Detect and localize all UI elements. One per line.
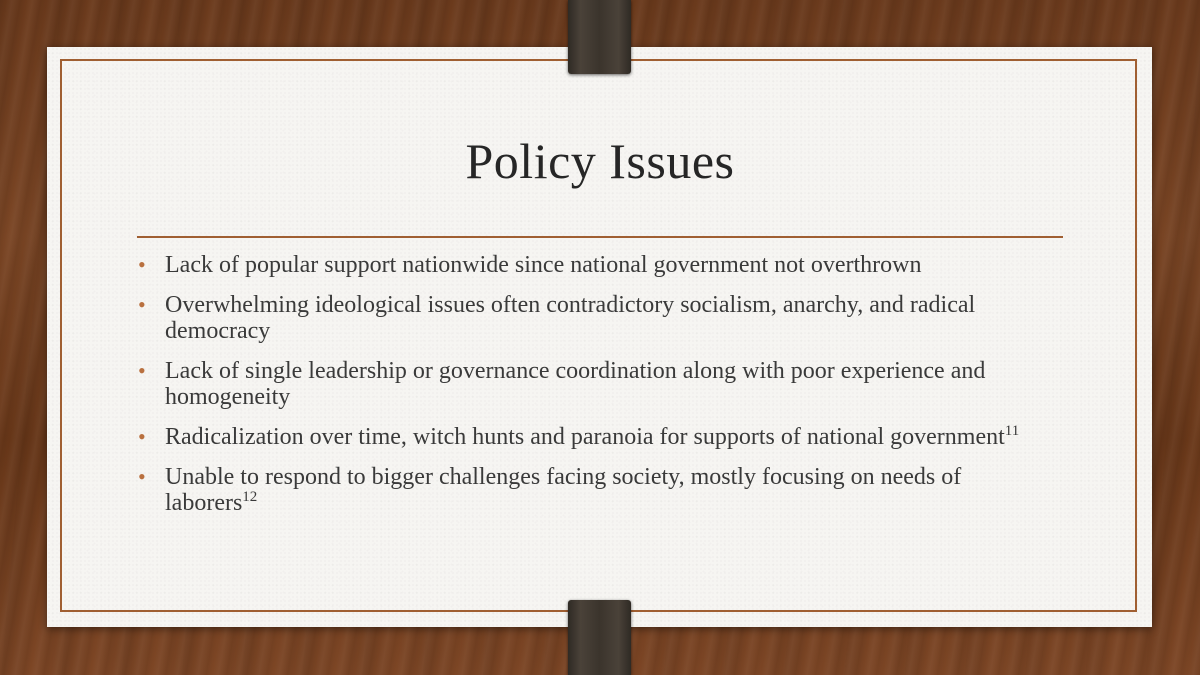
bullet-icon: • bbox=[138, 358, 146, 383]
bullet-text: Overwhelming ideological issues often contradictory socialism, anarchy, and radical democracy bbox=[165, 292, 976, 344]
bullet-item bbox=[138, 292, 1058, 344]
bullet-item bbox=[138, 358, 1058, 410]
bullet-icon: • bbox=[138, 252, 146, 277]
title-divider bbox=[137, 236, 1063, 238]
bullet-item bbox=[138, 464, 1058, 516]
bullet-icon: • bbox=[138, 424, 146, 449]
slide-title: Policy Issues bbox=[465, 133, 735, 189]
bullet-icon: • bbox=[138, 464, 146, 489]
bullet-text: Radicalization over time, witch hunts and paranoia for supports of national government bbox=[165, 424, 1005, 450]
bullet-icon: • bbox=[138, 292, 146, 317]
bullet-list bbox=[138, 252, 1058, 530]
footnote-marker: 12 bbox=[242, 489, 258, 505]
bullet-item bbox=[138, 424, 1058, 450]
bullet-text: Lack of popular support nationwide since national government not overthrown bbox=[165, 252, 922, 278]
footnote-marker: 11 bbox=[1004, 423, 1020, 439]
bullet-item bbox=[138, 252, 1058, 278]
bullet-text: Unable to respond to bigger challenges facing society, mostly focusing on needs of laborers bbox=[165, 464, 962, 516]
bottom-binder-clip bbox=[568, 600, 631, 675]
top-binder-clip bbox=[568, 0, 631, 74]
bullet-text: Lack of single leadership or governance coordination along with poor experience and homogeneity bbox=[165, 358, 986, 410]
